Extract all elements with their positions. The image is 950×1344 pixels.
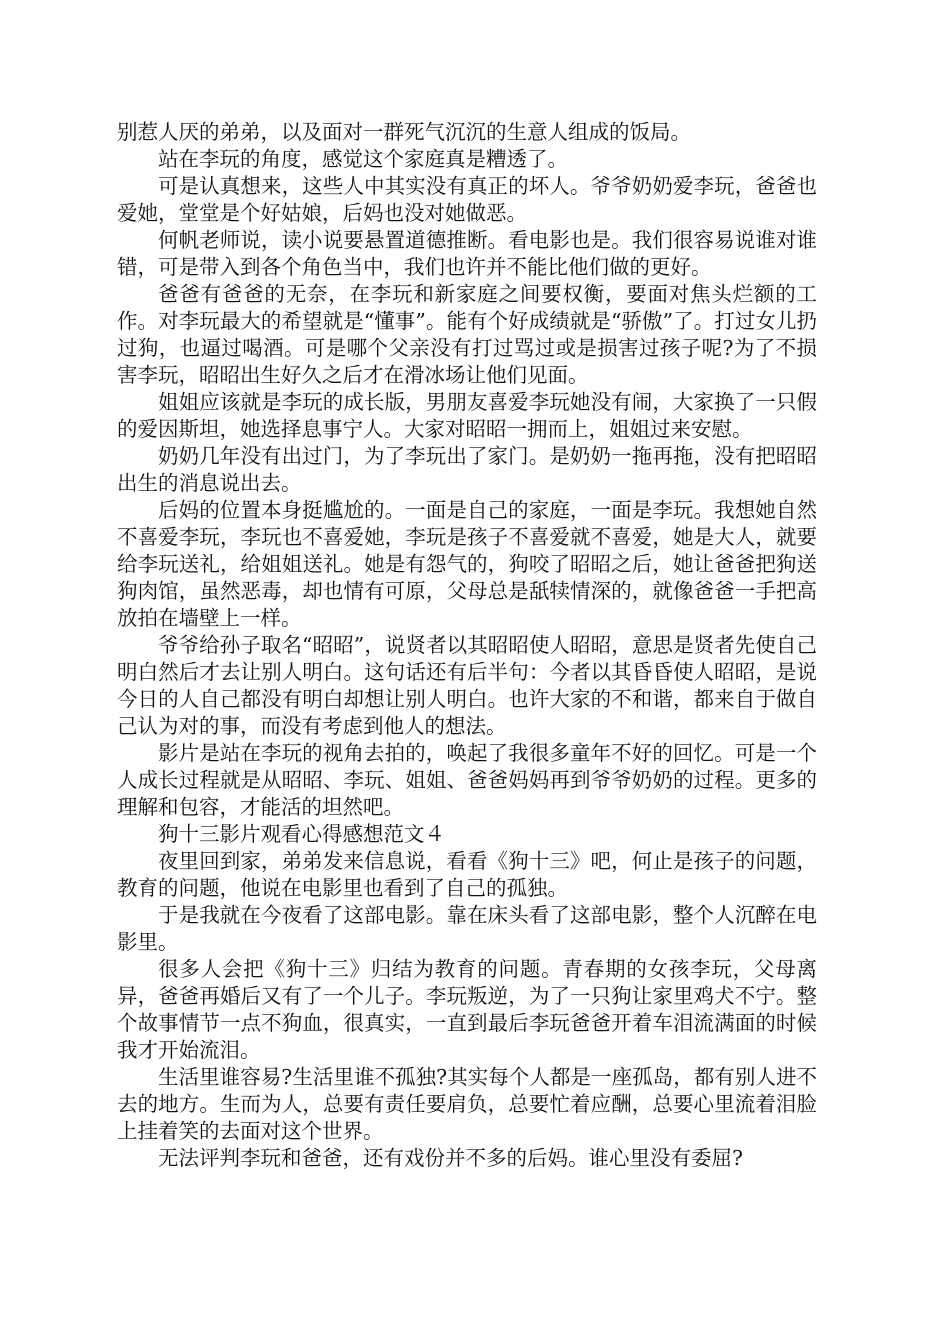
paragraph: 爷爷给孙子取名“昭昭”，说贤者以其昭昭使人昭昭，意思是贤者先使自己明白然后才去让别人明白。这句话还有后半句：今者以其昏昏使人昭昭，是说今日的人自己都没有明白却想让别人明白。也许大家的不和谐，都来自于做自己认为对的事，而没有考虑到他人的想法。 — [117, 633, 817, 738]
paragraph: 于是我就在今夜看了这部电影。靠在床头看了这部电影，整个人沉醉在电影里。 — [117, 903, 817, 954]
section-heading: 狗十三影片观看心得感想范文４ — [158, 822, 445, 846]
paragraph-continued: 别惹人厌的弟弟，以及面对一群死气沉沉的生意人组成的饭局。 — [117, 120, 691, 144]
paragraph: 影片是站在李玩的视角去拍的，唤起了我很多童年不好的回忆。可是一个人成长过程就是从昭昭、李玩、姐姐、爸爸妈妈再到爷爷奶奶的过程。更多的理解和包容，才能活的坦然吧。 — [117, 741, 817, 819]
paragraph: 可是认真想来，这些人中其实没有真正的坏人。爷爷奶奶爱李玩，爸爸也爱她，堂堂是个好姑娘，后妈也没对她做恶。 — [117, 174, 817, 225]
paragraph: 无法评判李玩和爸爸，还有戏份并不多的后妈。谁心里没有委屈? — [158, 1146, 743, 1170]
paragraph: 很多人会把《狗十三》归结为教育的问题。青春期的女孩李玩，父母离异，爸爸再婚后又有了一个儿子。李玩叛逆，为了一只狗让家里鸡犬不宁。整个故事情节一点不狗血，很真实，一直到最后李玩爸爸开着车泪流满面的时候我才开始流泪。 — [117, 957, 817, 1062]
paragraph: 何帆老师说，读小说要悬置道德推断。看电影也是。我们很容易说谁对谁错，可是带入到各个角色当中，我们也许并不能比他们做的更好。 — [117, 228, 817, 279]
paragraph: 姐姐应该就是李玩的成长版，男朋友喜爱李玩她没有闹，大家换了一只假的爱因斯坦，她选择息事宁人。大家对昭昭一拥而上，姐姐过来安慰。 — [117, 390, 817, 441]
paragraph: 生活里谁容易?生活里谁不孤独?其实每个人都是一座孤岛，都有别人进不去的地方。生而为人，总要有责任要肩负，总要忙着应酬，总要心里流着泪脸上挂着笑的去面对这个世界。 — [117, 1065, 817, 1143]
paragraph: 后妈的位置本身挺尴尬的。一面是自己的家庭，一面是李玩。我想她自然不喜爱李玩，李玩也不喜爱她，李玩是孩子不喜爱就不喜爱，她是大人，就要给李玩送礼，给姐姐送礼。她是有怨气的，狗咬了昭昭之后，她让爸爸把狗送狗肉馆，虽然恶毒，却也情有可原，父母总是舐犊情深的，就像爸爸一手把高放拍在墙壁上一样。 — [117, 498, 817, 630]
paragraph: 夜里回到家，弟弟发来信息说，看看《狗十三》吧，何止是孩子的问题，教育的问题，他说在电影里也看到了自己的孤独。 — [117, 849, 817, 900]
document-body — [117, 119, 817, 1172]
paragraph: 爸爸有爸爸的无奈，在李玩和新家庭之间要权衡，要面对焦头烂额的工作。对李玩最大的希望就是“懂事”。能有个好成绩就是“骄傲”了。打过女儿扔过狗，也逼过喝酒。可是哪个父亲没有打过骂过或是损害过孩子呢?为了不损害李玩，昭昭出生好久之后才在滑冰场让他们见面。 — [117, 282, 817, 387]
paragraph: 站在李玩的角度，感觉这个家庭真是糟透了。 — [158, 147, 568, 171]
paragraph: 奶奶几年没有出过门，为了李玩出了家门。是奶奶一拖再拖，没有把昭昭出生的消息说出去。 — [117, 444, 817, 495]
